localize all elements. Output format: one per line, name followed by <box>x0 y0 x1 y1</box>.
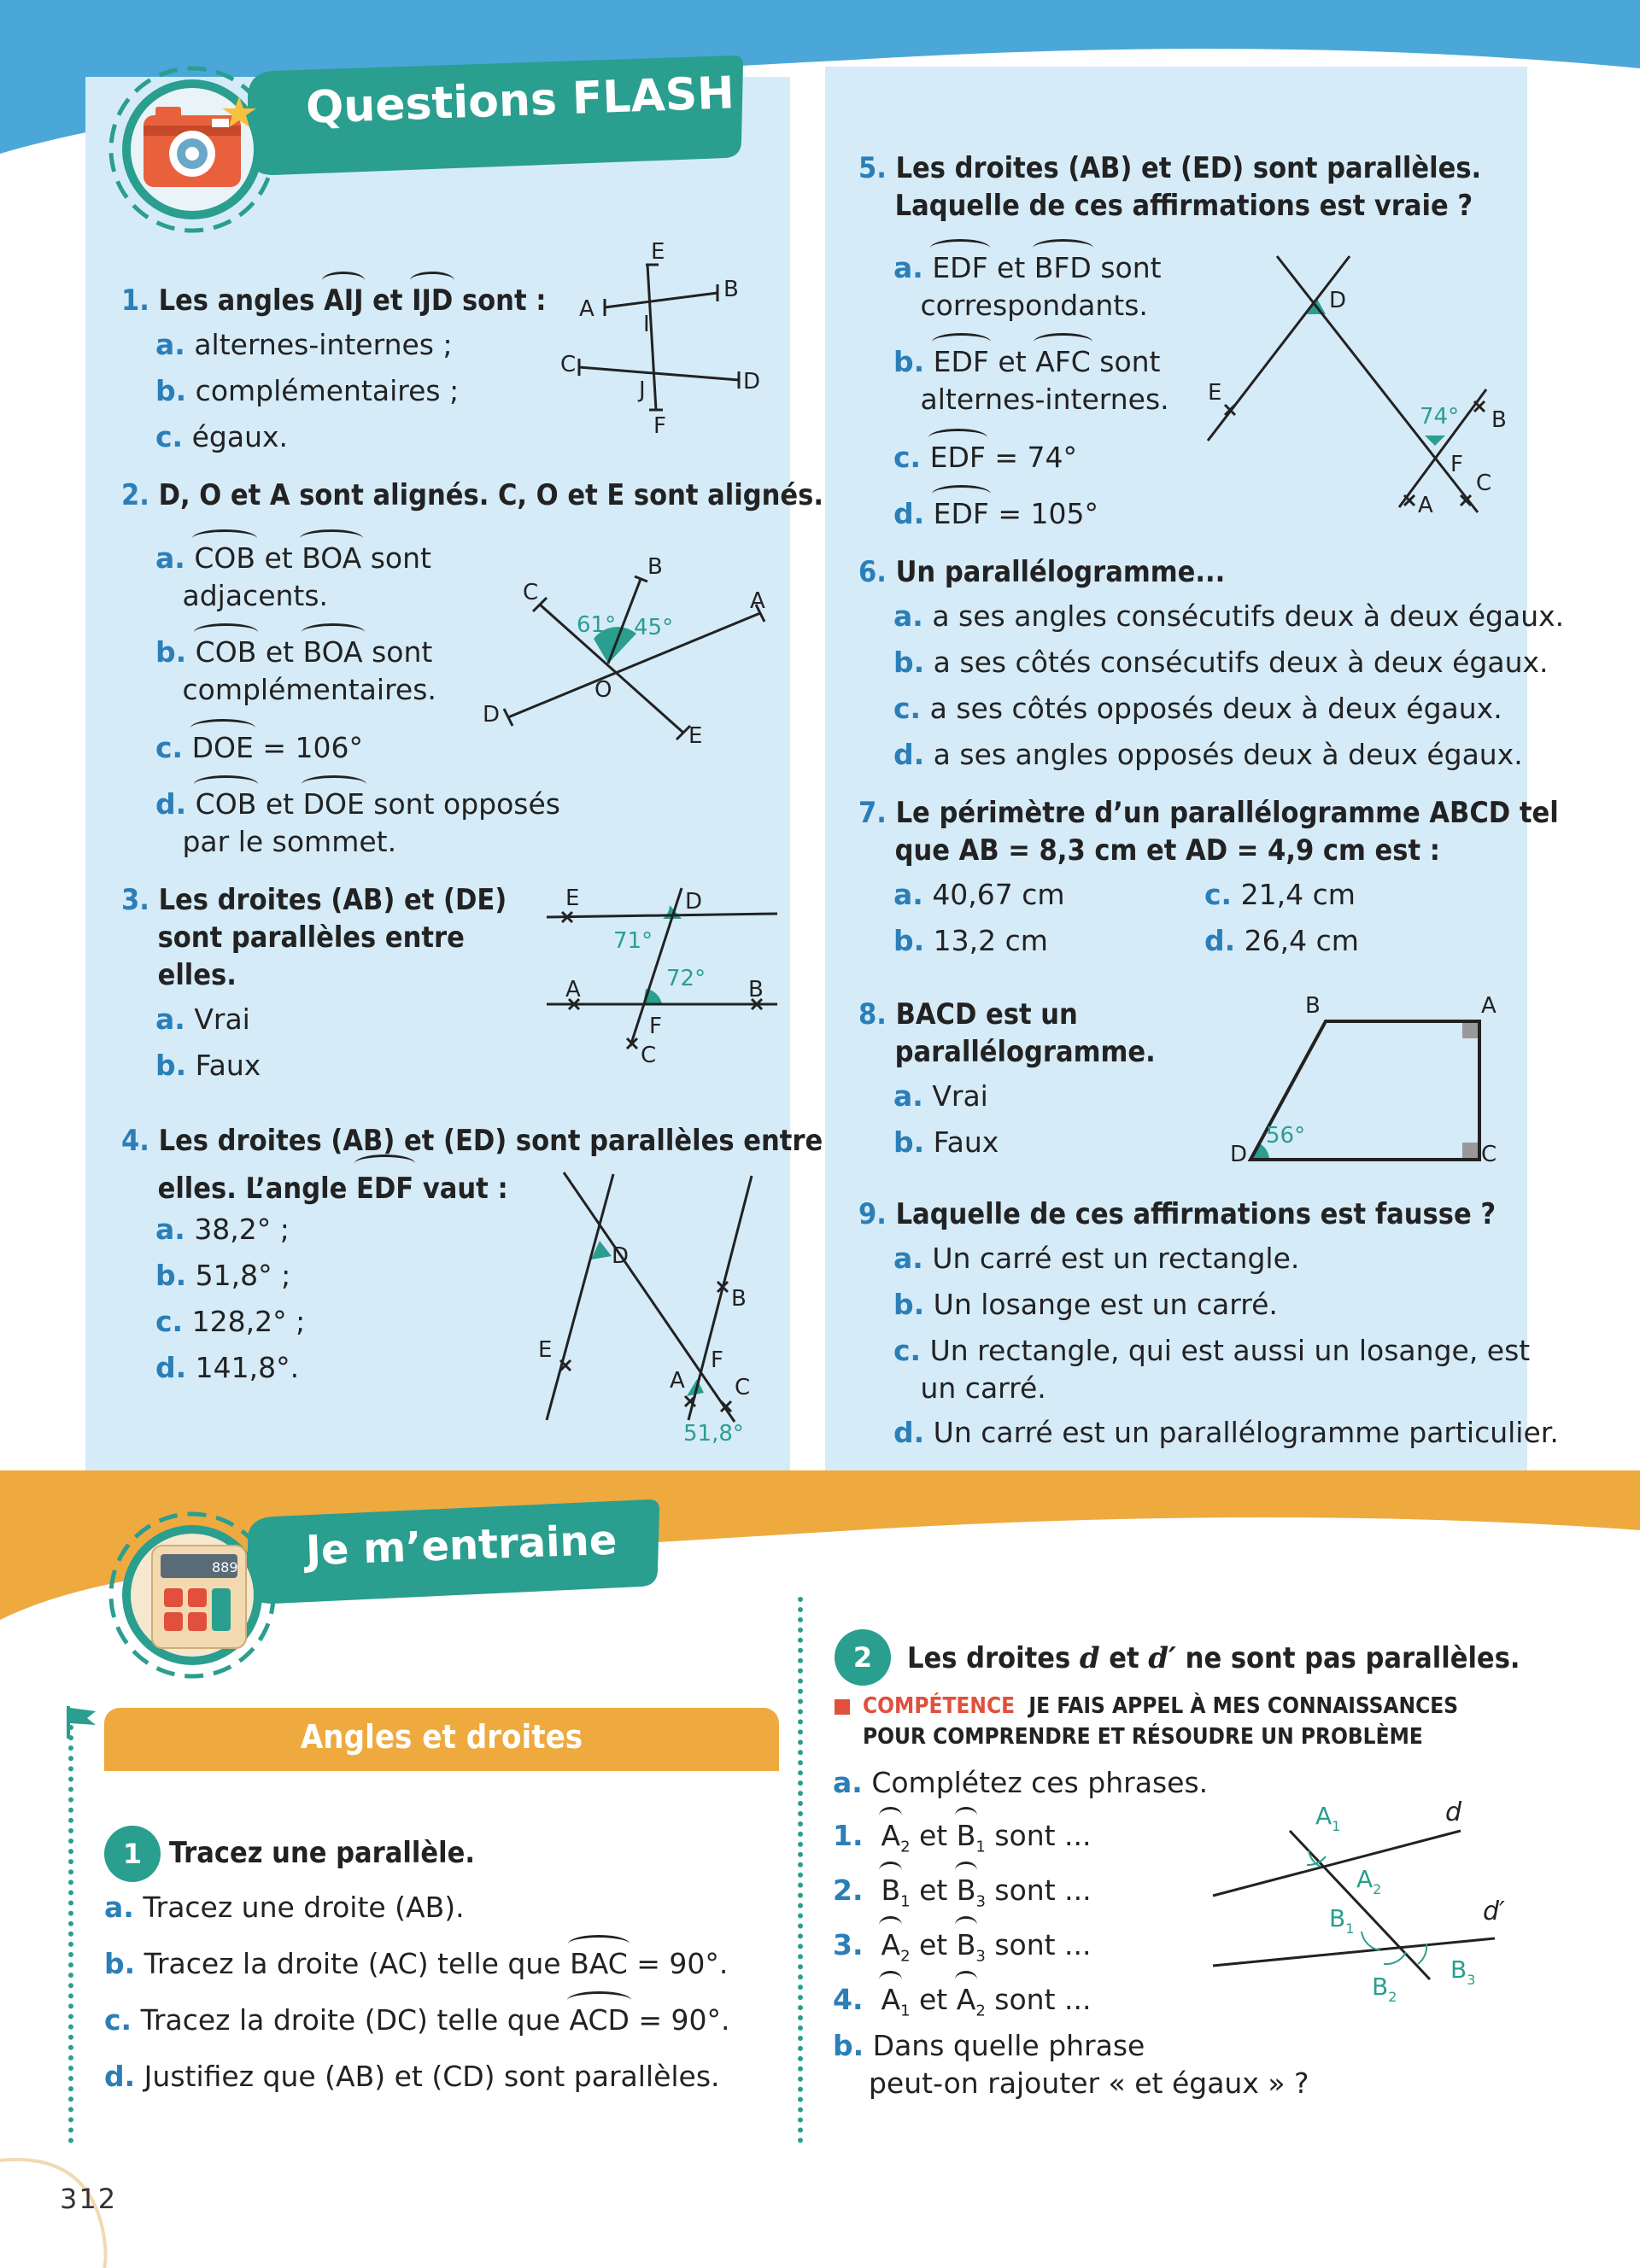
q5-angle-label: 74° <box>1420 404 1460 430</box>
q5-option-b[interactable]: b. EDF et AFC sont alternes-internes. <box>893 345 1169 416</box>
q4-label-C: C <box>735 1375 751 1400</box>
q5-label-F: F <box>1450 452 1463 477</box>
questions-flash-title: Questions FLASH <box>305 67 735 134</box>
q7-option-c[interactable]: c. 21,4 cm <box>1204 878 1356 911</box>
q4-label-D: D <box>612 1243 630 1269</box>
q6-option-a[interactable]: a. a ses angles consécutifs deux à deux égaux. <box>893 599 1565 633</box>
q5-option-a[interactable]: a. EDF et BFD sont correspondants. <box>893 251 1162 322</box>
je-m-entraine-title: Je m’entraine <box>305 1516 618 1575</box>
ex1-item-c: c. Tracez la droite (DC) telle que ACD = 90°. <box>104 2002 730 2039</box>
q6-option-d[interactable]: d. a ses angles opposés deux à deux égaux. <box>893 738 1523 771</box>
q5-option-c[interactable]: c. EDF = 74° <box>893 439 1077 476</box>
q4-option-b[interactable]: b. 51,8° ; <box>155 1259 291 1292</box>
q3-label-F: F <box>649 1014 662 1039</box>
q1-figure <box>555 235 777 440</box>
q3-angle-72: 72° <box>666 966 706 991</box>
middle-dotted-rule <box>798 1597 803 2143</box>
q3-label-E: E <box>565 886 580 911</box>
q3-label-C: C <box>641 1043 657 1068</box>
q4-label-B: B <box>731 1286 747 1312</box>
subtitle-text: Angles et droites <box>300 1718 583 1756</box>
q7-question: 7. Le périmètre d’un parallélogramme ABCD tel que AB = 8,3 cm et AD = 4,9 cm est : <box>858 796 1559 868</box>
q1-label-E: E <box>651 239 665 265</box>
q8-figure <box>1204 989 1520 1168</box>
q5-option-d[interactable]: d. EDF = 105° <box>893 495 1098 533</box>
q5-figure <box>1196 248 1520 529</box>
q8-label-B: B <box>1305 993 1321 1019</box>
q3-angle-71: 71° <box>613 928 653 954</box>
q2-option-b[interactable]: b. COB et BOA sont complémentaires. <box>155 635 436 706</box>
q9-option-c[interactable]: c. Un rectangle, qui est aussi un losange, est un carré. <box>893 1334 1531 1405</box>
q1-label-A: A <box>579 296 594 322</box>
ex2-number-badge <box>833 1628 893 1687</box>
left-dotted-rule <box>68 1725 73 2143</box>
ex2-fig-dprime: d′ <box>1483 1897 1505 1926</box>
q2-label-C: C <box>523 580 539 605</box>
svg-text:1: 1 <box>122 1838 143 1870</box>
q9-option-a[interactable]: a. Un carré est un rectangle. <box>893 1242 1300 1275</box>
q5-label-E: E <box>1208 380 1222 406</box>
q2-question: 2. D, O et A sont alignés. C, O et E sont alignés. <box>121 478 824 512</box>
ex1-item-a: a. Tracez une droite (AB). <box>104 1891 465 1924</box>
q2-figure <box>478 547 777 751</box>
q6-option-c[interactable]: c. a ses côtés opposés deux à deux égaux. <box>893 692 1502 725</box>
q1-question: 1. Les angles AIJ et IJD sont : <box>121 284 547 318</box>
q2-label-D: D <box>483 702 501 728</box>
ex2-fig-B2: $B_2$ <box>1372 1973 1397 2005</box>
q8-label-C: C <box>1481 1142 1497 1167</box>
q8-question: 8. BACD est un parallélogramme. <box>858 997 1156 1069</box>
q1-label-D: D <box>743 369 761 395</box>
q2-option-a[interactable]: a. COB et BOA sont adjacents. <box>155 541 431 612</box>
q3-label-A: A <box>565 977 581 1002</box>
q4-question: 4. Les droites (AB) et (ED) sont parallèles entre elles. L’angle EDF vaut : <box>121 1117 823 1213</box>
ex2-fig-A1: $A_1$ <box>1315 1802 1341 1834</box>
ex2-title: Les droites d et d′ ne sont pas parallèles. <box>907 1641 1520 1675</box>
q1-option-b[interactable]: b. complémentaires ; <box>155 374 460 407</box>
ex2-item-b: b. Dans quelle phrase peut-on rajouter « et égaux » ? <box>833 2029 1309 2100</box>
q1-label-C: C <box>560 352 577 377</box>
q2-option-d[interactable]: d. COB et DOE sont opposés par le sommet. <box>155 787 560 858</box>
flag-icon <box>56 1704 99 1739</box>
q9-option-d[interactable]: d. Un carré est un parallélogramme particulier. <box>893 1416 1559 1449</box>
q3-label-D: D <box>685 889 703 915</box>
q8-label-A: A <box>1481 993 1496 1019</box>
q8-angle-label: 56° <box>1266 1123 1306 1149</box>
q3-option-b[interactable]: b. Faux <box>155 1049 261 1082</box>
ex2-fig-d: d <box>1445 1797 1462 1827</box>
q7-option-d[interactable]: d. 26,4 cm <box>1204 924 1359 957</box>
q1-label-F: F <box>653 413 666 439</box>
q2-option-c[interactable]: c. DOE = 106° <box>155 729 363 767</box>
q3-figure <box>538 880 786 1067</box>
page-number: 312 <box>60 2183 118 2215</box>
q3-question: 3. Les droites (AB) et (DE) sont parallèles entre elles. <box>121 883 507 992</box>
competence-marker <box>835 1699 850 1715</box>
q4-option-c[interactable]: c. 128,2° ; <box>155 1305 306 1338</box>
calculator-display: 889 <box>212 1559 238 1575</box>
q8-option-b[interactable]: b. Faux <box>893 1125 999 1159</box>
q1-label-B: B <box>723 277 739 302</box>
ex2-fig-B3: $B_3$ <box>1450 1955 1476 1988</box>
ex2-sentence-1: 1. $A_2$ et $B_1$ sont ... <box>833 1819 1092 1856</box>
q4-label-E: E <box>538 1337 553 1363</box>
ex2-sentence-2: 2. $B_1$ et $B_3$ sont ... <box>833 1873 1092 1911</box>
svg-text:2: 2 <box>852 1641 873 1674</box>
q4-label-F: F <box>711 1347 723 1373</box>
ex2-sentence-4: 4. $A_1$ et $A_2$ sont ... <box>833 1983 1092 2020</box>
q2-angle-61: 61° <box>577 612 617 638</box>
q4-option-a[interactable]: a. 38,2° ; <box>155 1213 290 1246</box>
q1-label-J: J <box>639 377 646 403</box>
q9-option-b[interactable]: b. Un losange est un carré. <box>893 1288 1278 1321</box>
q6-option-b[interactable]: b. a ses côtés consécutifs deux à deux égaux. <box>893 646 1549 679</box>
ex2-item-a: a. Complétez ces phrases. <box>833 1766 1209 1799</box>
ex1-title: Tracez une parallèle. <box>169 1836 475 1870</box>
q5-label-A: A <box>1418 493 1433 518</box>
q2-label-A: A <box>750 588 765 614</box>
q4-label-A: A <box>670 1368 685 1394</box>
q4-figure <box>530 1166 786 1456</box>
q7-option-a[interactable]: a. 40,67 cm <box>893 878 1065 911</box>
q5-question: 5. Les droites (AB) et (ED) sont parallèles. Laquelle de ces affirmations est vraie ? <box>858 151 1482 223</box>
ex1-item-b: b. Tracez la droite (AC) telle que BAC = 90°. <box>104 1945 728 1983</box>
q2-label-O: O <box>594 677 612 703</box>
ex1-item-d: d. Justifiez que (AB) et (CD) sont parallèles. <box>104 2060 720 2093</box>
q2-label-E: E <box>688 723 703 749</box>
q6-question: 6. Un parallélogramme... <box>858 555 1226 589</box>
q5-label-B: B <box>1491 407 1507 433</box>
q3-label-B: B <box>748 977 764 1002</box>
q1-label-I: I <box>643 312 650 337</box>
q4-option-d[interactable]: d. 141,8°. <box>155 1351 300 1384</box>
q8-label-D: D <box>1230 1142 1248 1167</box>
q7-option-b[interactable]: b. 13,2 cm <box>893 924 1048 957</box>
ex2-sentence-3: 3. $A_2$ et $B_3$ sont ... <box>833 1928 1092 1966</box>
q3-option-a[interactable]: a. Vrai <box>155 1002 250 1036</box>
q1-option-a[interactable]: a. alternes-internes ; <box>155 328 453 361</box>
q8-option-a[interactable]: a. Vrai <box>893 1079 988 1113</box>
ex2-fig-B1: $B_1$ <box>1329 1904 1355 1937</box>
ex1-number-badge <box>102 1824 162 1884</box>
ex2-figure <box>1204 1793 1529 2005</box>
q1-option-c[interactable]: c. égaux. <box>155 420 289 453</box>
q5-label-D: D <box>1329 288 1347 313</box>
ex2-fig-A2: $A_2$ <box>1356 1865 1382 1897</box>
q2-label-B: B <box>647 554 663 580</box>
q5-label-C: C <box>1476 471 1492 496</box>
q2-angle-45: 45° <box>634 615 674 640</box>
q4-angle-label: 51,8° <box>683 1421 744 1447</box>
q9-question: 9. Laquelle de ces affirmations est fausse ? <box>858 1197 1496 1231</box>
competence-block: COMPÉTENCE JE FAIS APPEL À MES CONNAISSANCES POUR COMPRENDRE ET RÉSOUDRE UN PROBLÈME <box>863 1693 1459 1750</box>
